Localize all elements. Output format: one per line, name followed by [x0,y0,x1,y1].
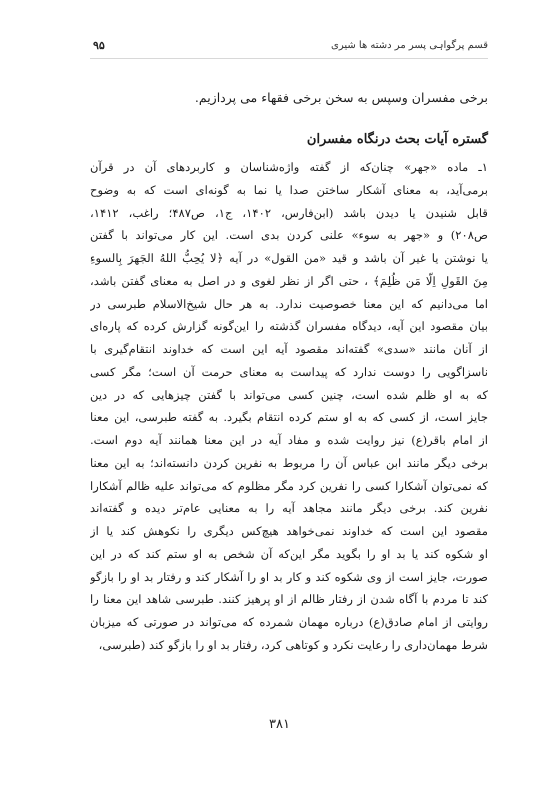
body-text [90,156,488,657]
section-heading: گستره آیات بحث درنگاه مفسران [306,132,488,147]
body-line: از امام باقر(ع) نیز روایت شده و مفاد آیه در این معنا همانند آیه دوم است. [90,433,488,447]
body-line: برخی دیگر مانند ابن عباس آن را مربوط به نفرین کردن دانسته‌اند؛ به این معنا [90,455,488,470]
body-line: نفرین کند. برخی دیگر مانند مجاهد آیه را به معنایی عام‌تر دیده و گفته‌اند [90,501,488,516]
body-line: بیان مقصود این آیه، دیدگاه مفسران گذشته را این‌گونه گزارش کرده که پاره‌ای [90,319,488,334]
header-page-reference: ۹۵ [93,39,105,52]
body-line: صورت، جایز است از وی شکوه کند و کار بد او را آشکار کند و رفتار بد او را بازگو [90,569,488,584]
body-line: اما می‌دانیم که این معنا خصوصیت ندارد. به هر حال شیخ‌الاسلام طبرسی در [90,296,488,311]
body-line: مقصود این است که خداوند نمی‌خواهد هیچ‌کس دیگری را نکوهش کند یا از [90,524,488,538]
body-line: برمی‌آید، به معنای آشکار ساختن صدا یا نما به گونه‌ای است که به وضوح [90,182,488,197]
body-line: قابل شنیدن یا دیدن باشد (ابن‌فارس، ۱۴۰۲، ج۱، ص۴۸۷؛ راغب، ۱۴۱۲، [90,205,488,220]
body-line: ناسزاگویی را دوست ندارد که پیداست به معنای حرمت آن است؛ مگر کسی [90,364,488,379]
body-line: از آنان مانند «سدی» گفته‌اند مقصود آیه این است که خداوند انتقام‌گیری با [90,342,488,356]
running-header: قسم پرگواہی پسر مر دشته ها شیری [331,40,488,51]
body-line: یا نوشتن یا غیر آن باشد و قید «من القول» در آیه ﴿لا یُحِبُّ اللهُ الجَهرَ بِالسوءِ [90,251,488,265]
body-line: او شکوه کند یا بد او را بگوید مگر این‌که آن شخص به او ستم کند که در این [90,546,488,561]
body-line: که به او ظلم شده است، چنین کسی می‌تواند با گفتن چیزهایی که در دین [90,387,488,402]
body-line: شرط مهمان‌داری را رعایت نکرد و کوتاهی کرد، رفتار بد او را بازگو کند (طبرسی، [98,637,488,652]
body-line: کند تا مردم با آگاه شدن از رفتار ظالم از او پرهیز کنند. طبرسی شاهد این معنا را [90,592,488,607]
header-divider [90,58,488,59]
intro-paragraph: برخی مفسران وسپس به سخن برخی فقهاء می پردازیم. [194,90,488,105]
body-line: مِنَ القَولِ اِلّا مَن ظُلِمَ﴾ ، حتی اگر از نظر لغوی و در اصل به معنای گفتن باشد، [90,273,488,288]
body-line: ص۲۰۸) و «جهر به سوء» علنی کردن بدی است. این کار می‌تواند با گفتن [90,228,488,243]
page-number: ۳۸۱ [269,717,290,732]
body-line: ۱ـ ماده «جهر» چنان‌که از گفته واژه‌شناسان و کاربردهای آن در قرآن [90,160,488,174]
body-line: که نمی‌توان آشکارا کسی را نفرین کرد مگر مظلوم که می‌تواند علیه ظالم آشکارا [90,478,488,493]
body-line: روایتی از امام صادق(ع) درباره مهمان شمرده که می‌تواند در صورتی که میزبان [90,615,488,629]
body-line: جایز است، از کسی که به او ستم کرده انتقام بگیرد. به گفته طبرسی، این معنا [90,410,488,425]
